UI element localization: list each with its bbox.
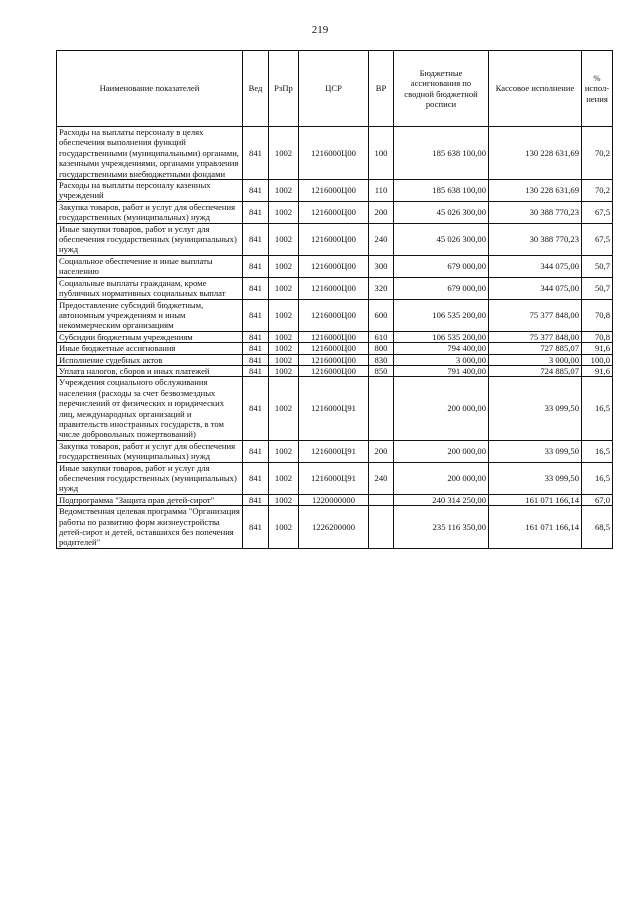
- cell-csr: 1226200000: [299, 506, 369, 549]
- cell-vr: [369, 494, 394, 505]
- cell-budget: 106 535 200,00: [394, 331, 489, 342]
- cell-pct: 91,6: [582, 343, 613, 354]
- cell-ved: 841: [243, 299, 269, 331]
- cell-pct: 68,5: [582, 506, 613, 549]
- cell-rzpr: 1002: [269, 343, 299, 354]
- cell-rzpr: 1002: [269, 331, 299, 342]
- cell-cash: 30 388 770,23: [489, 223, 582, 255]
- cell-cash: 33 099,50: [489, 377, 582, 440]
- cell-ved: 841: [243, 365, 269, 376]
- cell-vr: 850: [369, 365, 394, 376]
- cell-csr: 1216000Ц91: [299, 462, 369, 494]
- cell-budget: 185 638 100,00: [394, 127, 489, 180]
- cell-vr: 100: [369, 127, 394, 180]
- cell-csr: 1216000Ц00: [299, 277, 369, 299]
- cell-vr: [369, 506, 394, 549]
- cell-ved: 841: [243, 506, 269, 549]
- cell-name: Подпрограмма "Защита прав детей-сирот": [57, 494, 243, 505]
- cell-name: Социальные выплаты гражданам, кроме публичных нормативных социальных выплат: [57, 277, 243, 299]
- cell-budget: 679 000,00: [394, 255, 489, 277]
- cell-pct: 70,8: [582, 299, 613, 331]
- cell-rzpr: 1002: [269, 255, 299, 277]
- table-row: [57, 223, 613, 255]
- table-header-row: [57, 51, 613, 127]
- table-row: [57, 506, 613, 549]
- cell-budget: 235 116 350,00: [394, 506, 489, 549]
- header-cash: Кассовое исполнение: [489, 51, 582, 127]
- cell-ved: 841: [243, 440, 269, 462]
- cell-name: Предоставление субсидий бюджетным, автономным учреждениям и иным некоммерческим организациям: [57, 299, 243, 331]
- cell-budget: 791 400,00: [394, 365, 489, 376]
- cell-pct: 100,0: [582, 354, 613, 365]
- cell-cash: 344 075,00: [489, 255, 582, 277]
- page-number: 219: [311, 24, 329, 36]
- cell-budget: 200 000,00: [394, 440, 489, 462]
- cell-cash: 33 099,50: [489, 440, 582, 462]
- cell-ved: 841: [243, 343, 269, 354]
- cell-pct: 91,6: [582, 365, 613, 376]
- cell-pct: 50,7: [582, 255, 613, 277]
- table-row: [57, 201, 613, 223]
- cell-pct: 67,5: [582, 201, 613, 223]
- cell-cash: 130 228 631,69: [489, 180, 582, 202]
- cell-cash: 130 228 631,69: [489, 127, 582, 180]
- cell-pct: 67,0: [582, 494, 613, 505]
- cell-csr: 1216000Ц00: [299, 127, 369, 180]
- cell-csr: 1216000Ц00: [299, 365, 369, 376]
- cell-ved: 841: [243, 127, 269, 180]
- cell-name: Расходы на выплаты персоналу казенных учреждений: [57, 180, 243, 202]
- cell-vr: 240: [369, 462, 394, 494]
- header-percent: % испол-нения: [582, 51, 613, 127]
- cell-cash: 161 071 166,14: [489, 494, 582, 505]
- table-row: [57, 180, 613, 202]
- cell-budget: 200 000,00: [394, 462, 489, 494]
- cell-budget: 45 026 300,00: [394, 223, 489, 255]
- cell-vr: 200: [369, 201, 394, 223]
- cell-ved: 841: [243, 494, 269, 505]
- cell-budget: 185 638 100,00: [394, 180, 489, 202]
- cell-csr: 1216000Ц00: [299, 299, 369, 331]
- table-row: [57, 365, 613, 376]
- cell-rzpr: 1002: [269, 127, 299, 180]
- cell-name: Иные закупки товаров, работ и услуг для обеспечения государственных (муниципальных) нужд: [57, 223, 243, 255]
- cell-vr: 800: [369, 343, 394, 354]
- cell-name: Иные закупки товаров, работ и услуг для обеспечения государственных (муниципальных) нужд: [57, 462, 243, 494]
- cell-cash: 30 388 770,23: [489, 201, 582, 223]
- header-budget: Бюджетные ассигнования по сводной бюджетной росписи: [394, 51, 489, 127]
- table-row: [57, 440, 613, 462]
- cell-csr: 1216000Ц91: [299, 377, 369, 440]
- cell-csr: 1216000Ц00: [299, 223, 369, 255]
- header-vr: ВР: [369, 51, 394, 127]
- table-row: [57, 462, 613, 494]
- cell-rzpr: 1002: [269, 354, 299, 365]
- cell-ved: 841: [243, 223, 269, 255]
- cell-rzpr: 1002: [269, 365, 299, 376]
- header-rzpr: РзПр: [269, 51, 299, 127]
- cell-pct: 67,5: [582, 223, 613, 255]
- cell-csr: 1216000Ц00: [299, 331, 369, 342]
- cell-budget: 45 026 300,00: [394, 201, 489, 223]
- cell-name: Закупка товаров, работ и услуг для обеспечения государственных (муниципальных) нужд: [57, 201, 243, 223]
- table-row: [57, 277, 613, 299]
- cell-rzpr: 1002: [269, 299, 299, 331]
- cell-budget: 106 535 200,00: [394, 299, 489, 331]
- cell-budget: 679 000,00: [394, 277, 489, 299]
- cell-pct: 16,5: [582, 440, 613, 462]
- cell-cash: 3 000,00: [489, 354, 582, 365]
- header-ved: Вед: [243, 51, 269, 127]
- cell-name: Расходы на выплаты персоналу в целях обеспечения выполнения функций государственными (муниципальными) органами, казенными учреждениями, органами управления государственными внебюджетными фондами: [57, 127, 243, 180]
- cell-pct: 70,2: [582, 127, 613, 180]
- cell-csr: 1216000Ц00: [299, 354, 369, 365]
- cell-name: Субсидии бюджетным учреждениям: [57, 331, 243, 342]
- cell-name: Уплата налогов, сборов и иных платежей: [57, 365, 243, 376]
- cell-ved: 841: [243, 180, 269, 202]
- cell-csr: 1216000Ц91: [299, 440, 369, 462]
- cell-ved: 841: [243, 462, 269, 494]
- cell-vr: 830: [369, 354, 394, 365]
- cell-cash: 724 885,07: [489, 365, 582, 376]
- cell-cash: 75 377 848,00: [489, 299, 582, 331]
- table-row: [57, 494, 613, 505]
- cell-cash: 344 075,00: [489, 277, 582, 299]
- cell-budget: 794 400,00: [394, 343, 489, 354]
- cell-pct: 16,5: [582, 377, 613, 440]
- table-row: [57, 127, 613, 180]
- header-name: Наименование показателей: [57, 51, 243, 127]
- cell-rzpr: 1002: [269, 440, 299, 462]
- table-row: [57, 354, 613, 365]
- budget-table: [56, 50, 613, 549]
- cell-vr: 110: [369, 180, 394, 202]
- cell-cash: 161 071 166,14: [489, 506, 582, 549]
- header-csr: ЦСР: [299, 51, 369, 127]
- cell-ved: 841: [243, 377, 269, 440]
- cell-vr: 300: [369, 255, 394, 277]
- cell-cash: 75 377 848,00: [489, 331, 582, 342]
- table-row: [57, 377, 613, 440]
- cell-budget: 240 314 250,00: [394, 494, 489, 505]
- cell-csr: 1216000Ц00: [299, 343, 369, 354]
- cell-name: Ведомственная целевая программа "Организация работы по развитию форм жизнеустройства детей-сирот и детей, оставшихся без попечения родителей": [57, 506, 243, 549]
- cell-name: Исполнение судебных актов: [57, 354, 243, 365]
- cell-rzpr: 1002: [269, 277, 299, 299]
- cell-ved: 841: [243, 255, 269, 277]
- cell-csr: 1216000Ц00: [299, 201, 369, 223]
- cell-ved: 841: [243, 201, 269, 223]
- cell-vr: [369, 377, 394, 440]
- cell-name: Иные бюджетные ассигнования: [57, 343, 243, 354]
- cell-rzpr: 1002: [269, 506, 299, 549]
- cell-ved: 841: [243, 354, 269, 365]
- cell-csr: 1220000000: [299, 494, 369, 505]
- cell-pct: 16,5: [582, 462, 613, 494]
- cell-pct: 50,7: [582, 277, 613, 299]
- cell-csr: 1216000Ц00: [299, 180, 369, 202]
- cell-rzpr: 1002: [269, 494, 299, 505]
- cell-rzpr: 1002: [269, 180, 299, 202]
- cell-ved: 841: [243, 277, 269, 299]
- cell-rzpr: 1002: [269, 223, 299, 255]
- cell-csr: 1216000Ц00: [299, 255, 369, 277]
- cell-name: Социальное обеспечение и иные выплаты населению: [57, 255, 243, 277]
- cell-budget: 3 000,00: [394, 354, 489, 365]
- cell-vr: 610: [369, 331, 394, 342]
- cell-vr: 600: [369, 299, 394, 331]
- cell-vr: 240: [369, 223, 394, 255]
- table-row: [57, 299, 613, 331]
- table-body: [57, 127, 613, 549]
- cell-cash: 727 885,07: [489, 343, 582, 354]
- cell-vr: 320: [369, 277, 394, 299]
- cell-pct: 70,2: [582, 180, 613, 202]
- cell-ved: 841: [243, 331, 269, 342]
- table-row: [57, 255, 613, 277]
- cell-vr: 200: [369, 440, 394, 462]
- table-row: [57, 331, 613, 342]
- cell-cash: 33 099,50: [489, 462, 582, 494]
- cell-name: Учреждения социального обслуживания населения (расходы за счет безвозмездных перечислений от физических и юридических лиц, международных организаций и правительств иностранных государств, в том числе добровольных пожертвований): [57, 377, 243, 440]
- cell-name: Закупка товаров, работ и услуг для обеспечения государственных (муниципальных) нужд: [57, 440, 243, 462]
- cell-rzpr: 1002: [269, 462, 299, 494]
- cell-budget: 200 000,00: [394, 377, 489, 440]
- cell-rzpr: 1002: [269, 377, 299, 440]
- table-row: [57, 343, 613, 354]
- cell-pct: 70,8: [582, 331, 613, 342]
- cell-rzpr: 1002: [269, 201, 299, 223]
